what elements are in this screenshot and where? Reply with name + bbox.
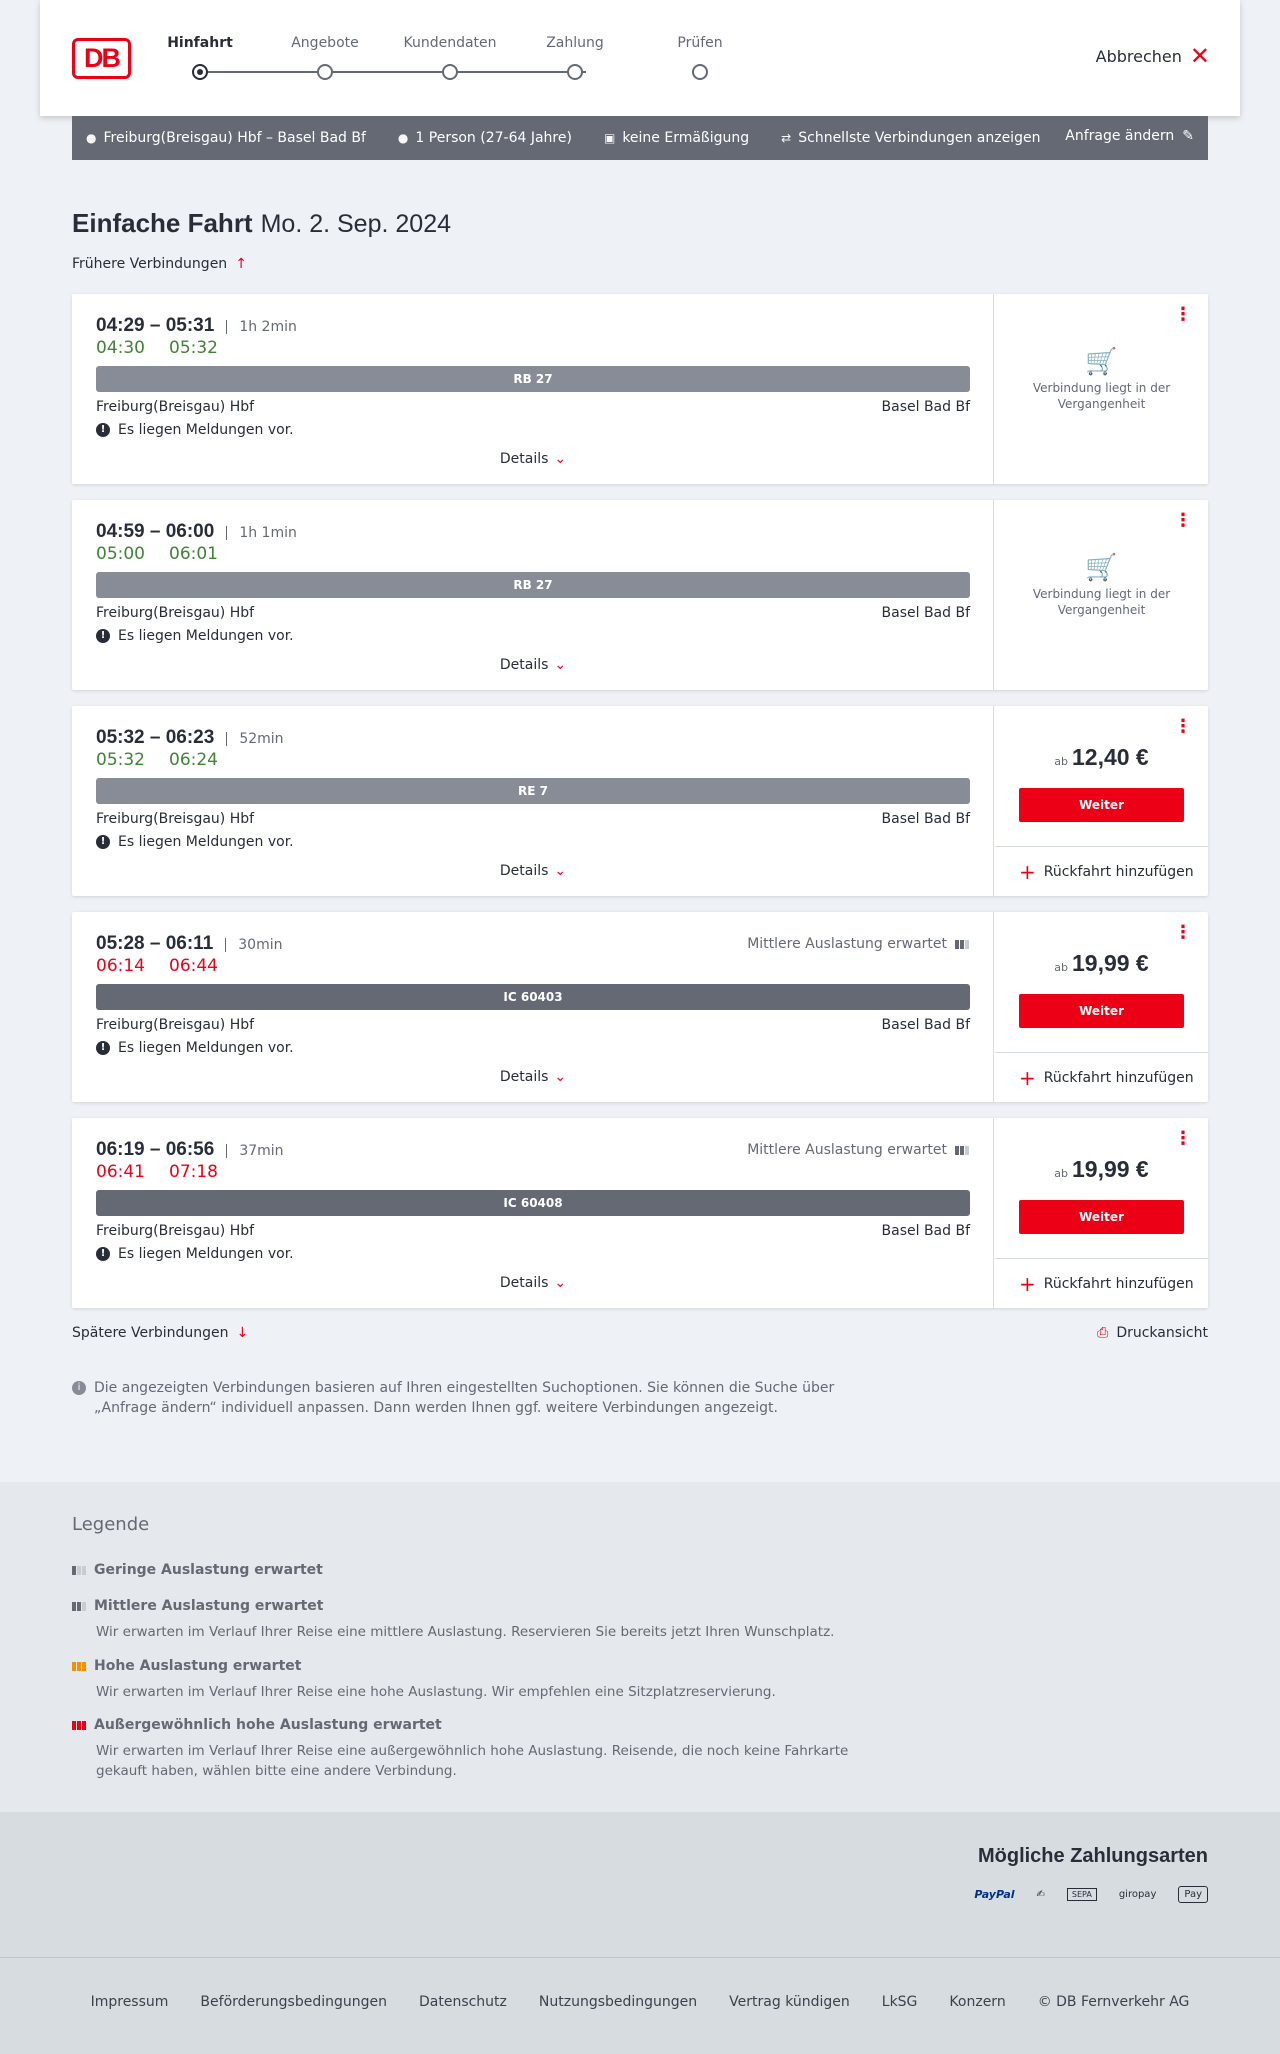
chevron-down-icon: ⌄	[554, 863, 567, 879]
earlier-connections-link[interactable]	[72, 256, 247, 272]
connection-card	[72, 500, 1208, 690]
details-toggle[interactable]	[72, 657, 994, 673]
step-label: Angebote	[291, 35, 359, 51]
planned-times: 04:59 – 06:00	[96, 521, 215, 542]
occupancy-text: Mittlere Auslastung erwartet	[747, 1142, 947, 1158]
details-toggle[interactable]	[72, 863, 994, 879]
connection-card	[72, 706, 1208, 896]
schedule-times	[96, 727, 284, 749]
legend-item-desc: Wir erwarten im Verlauf Ihrer Reise eine mittlere Auslastung. Reservieren Sie bereits jetzt Ihren Wunschplatz.	[96, 1624, 835, 1640]
payment-logos	[974, 1886, 1208, 1903]
price-prefix: ab	[1054, 1167, 1068, 1180]
alert-icon: !	[96, 423, 110, 437]
connection-card	[72, 294, 1208, 484]
connection-card	[72, 912, 1208, 1102]
planned-times: 05:28 – 06:11	[96, 933, 214, 954]
query-fastest-text: Schnellste Verbindungen anzeigen	[798, 130, 1041, 146]
notice	[96, 1040, 294, 1056]
giropay-icon: giropay	[1118, 1889, 1157, 1900]
past-text: Verbindung liegt in der Vergangenheit	[1032, 587, 1171, 617]
query-persons-text: 1 Person (27-64 Jahre)	[415, 130, 572, 146]
schedule-times	[96, 933, 282, 955]
apple-pay-label: Pay	[1184, 1889, 1202, 1900]
printer-icon: ⎙	[1097, 1325, 1109, 1341]
more-options-icon[interactable]: ⋮	[1174, 304, 1192, 325]
price	[995, 744, 1208, 771]
connection-info	[72, 912, 994, 1102]
details-label: Details	[499, 1069, 549, 1085]
add-return-button[interactable]	[995, 1052, 1208, 1102]
alert-icon: !	[96, 835, 110, 849]
price-value: 19,99 €	[1071, 950, 1149, 976]
realtime-times	[96, 956, 218, 976]
page-title	[72, 208, 451, 239]
offer-panel	[995, 1118, 1208, 1308]
cancel-button[interactable]	[1095, 42, 1210, 70]
past-text: Verbindung liegt in der Vergangenheit	[1032, 381, 1171, 411]
past-connection-info	[1015, 553, 1188, 618]
db-logo[interactable]: DB	[72, 38, 131, 79]
stations	[96, 605, 970, 621]
details-label: Details	[499, 863, 549, 879]
notice	[96, 628, 294, 644]
destination-station: Basel Bad Bf	[881, 605, 970, 621]
swap-arrows-icon: ⇄	[781, 131, 792, 145]
notice-text: Es liegen Meldungen vor.	[118, 628, 294, 644]
stations	[96, 811, 970, 827]
realtime-departure: 05:32	[96, 750, 145, 770]
step-dot	[692, 64, 708, 80]
info-icon: i	[72, 1381, 86, 1395]
legend-title: Legende	[72, 1514, 150, 1535]
duration: 1h 1min	[226, 526, 297, 540]
legend-item	[72, 1717, 872, 1781]
train-bar[interactable]: IC 60408	[96, 1190, 970, 1216]
price	[995, 1156, 1208, 1183]
trip-type: Einfache Fahrt	[72, 208, 253, 238]
details-toggle[interactable]	[72, 1069, 994, 1085]
duration: 52min	[226, 732, 283, 746]
more-options-icon[interactable]: ⋮	[1174, 922, 1192, 943]
realtime-times	[96, 544, 218, 564]
sepa-icon: SEPA	[1067, 1888, 1097, 1901]
connection-info	[72, 294, 994, 484]
footer-copyright: © DB Fernverkehr AG	[1037, 1994, 1190, 2010]
details-label: Details	[499, 657, 549, 673]
stations	[96, 399, 970, 415]
query-route	[86, 130, 366, 146]
add-return-label: Rückfahrt hinzufügen	[1043, 1275, 1194, 1292]
destination-station: Basel Bad Bf	[881, 1017, 970, 1033]
chevron-down-icon: ⌄	[554, 657, 567, 673]
header	[40, 0, 1240, 116]
occupancy-medium-icon	[72, 1602, 86, 1611]
step-dot	[442, 64, 458, 80]
occupancy-high-icon	[72, 1662, 86, 1671]
realtime-arrival: 06:01	[169, 544, 218, 564]
more-options-icon[interactable]: ⋮	[1174, 510, 1192, 531]
footer-link-nutzungsbedingungen[interactable]: Nutzungsbedingungen	[538, 1994, 698, 2010]
realtime-arrival: 06:24	[169, 750, 218, 770]
notice	[96, 1246, 294, 1262]
cart-disabled-icon: 🛒	[1085, 347, 1118, 377]
price	[995, 950, 1208, 977]
more-options-icon[interactable]: ⋮	[1174, 1128, 1192, 1149]
price-value: 12,40 €	[1071, 744, 1149, 770]
legend-item-title: Mittlere Auslastung erwartet	[94, 1598, 324, 1614]
step-dot	[192, 64, 208, 80]
legend-section	[0, 1482, 1280, 1812]
later-label: Spätere Verbindungen	[72, 1325, 229, 1341]
person-icon: ●	[397, 131, 409, 145]
earlier-label: Frühere Verbindungen	[72, 256, 228, 272]
cancel-label: Abbrechen	[1095, 46, 1182, 66]
details-toggle[interactable]	[72, 1275, 994, 1291]
notice-text: Es liegen Meldungen vor.	[118, 1040, 294, 1056]
realtime-times	[96, 338, 218, 358]
chevron-down-icon: ⌄	[554, 1275, 567, 1291]
step-hinfahrt[interactable]	[145, 32, 255, 80]
continue-button[interactable]: Weiter	[1019, 1200, 1184, 1234]
location-pin-icon: ●	[86, 131, 97, 145]
legend-item	[72, 1598, 872, 1642]
schedule-times	[96, 315, 297, 337]
train-bar[interactable]: RB 27	[96, 572, 970, 598]
step-label: Zahlung	[546, 35, 604, 51]
duration: 30min	[225, 938, 282, 952]
legend-item	[72, 1658, 872, 1702]
origin-station: Freiburg(Breisgau) Hbf	[96, 1223, 255, 1239]
step-label: Kundendaten	[403, 35, 497, 51]
price-value: 19,99 €	[1071, 1156, 1149, 1182]
schedule-times	[96, 521, 297, 543]
add-return-label: Rückfahrt hinzufügen	[1043, 863, 1194, 880]
print-view-link[interactable]	[1097, 1325, 1208, 1341]
query-discount-text: keine Ermäßigung	[622, 130, 750, 146]
connection-info	[72, 706, 994, 896]
destination-station: Basel Bad Bf	[881, 399, 970, 415]
search-info	[72, 1378, 852, 1418]
legend-item-title: Außergewöhnlich hohe Auslastung erwartet	[94, 1717, 442, 1733]
step-label: Hinfahrt	[167, 35, 233, 51]
continue-button[interactable]: Weiter	[1019, 994, 1184, 1028]
destination-station: Basel Bad Bf	[881, 811, 970, 827]
connection-info	[72, 1118, 994, 1308]
notice-text: Es liegen Meldungen vor.	[118, 422, 294, 438]
add-return-label: Rückfahrt hinzufügen	[1043, 1069, 1194, 1086]
duration: 37min	[226, 1144, 283, 1158]
notice	[96, 422, 294, 438]
later-connections-link[interactable]	[72, 1325, 248, 1341]
footer-link-befoerderungsbedingungen[interactable]: Beförderungsbedingungen	[200, 1994, 387, 2010]
step-dot	[567, 64, 583, 80]
alert-icon: !	[96, 629, 110, 643]
details-label: Details	[499, 451, 549, 467]
plus-icon: +	[1019, 859, 1036, 884]
cart-disabled-icon: 🛒	[1085, 553, 1118, 583]
footer-link-vertrag-kuendigen[interactable]: Vertrag kündigen	[729, 1994, 850, 2010]
footer	[0, 1957, 1280, 2054]
past-connection-info	[1015, 347, 1188, 412]
occupancy-medium-icon	[955, 940, 969, 949]
query-route-text: Freiburg(Breisgau) Hbf – Basel Bad Bf	[103, 130, 366, 146]
occupancy-text: Mittlere Auslastung erwartet	[747, 936, 947, 952]
origin-station: Freiburg(Breisgau) Hbf	[96, 1017, 255, 1033]
destination-station: Basel Bad Bf	[881, 1223, 970, 1239]
details-label: Details	[499, 1275, 549, 1291]
realtime-arrival: 06:44	[169, 956, 218, 976]
legend-item-desc: Wir erwarten im Verlauf Ihrer Reise eine außergewöhnlich hohe Auslastung. Reisende, die noch keine Fahrkarte gekauft haben, wählen bitte eine andere Verbindung.	[96, 1743, 849, 1779]
more-options-icon[interactable]: ⋮	[1174, 716, 1192, 737]
train-bar[interactable]: RE 7	[96, 778, 970, 804]
payment-methods	[0, 1812, 1280, 1957]
legend-item-desc: Wir erwarten im Verlauf Ihrer Reise eine hohe Auslastung. Wir empfehlen eine Sitzplatzreservierung.	[96, 1684, 776, 1700]
step-kundendaten[interactable]	[395, 32, 505, 80]
realtime-arrival: 05:32	[169, 338, 218, 358]
footer-link-impressum[interactable]: Impressum	[90, 1994, 169, 2010]
paypal-icon: PayPal	[974, 1888, 1015, 1901]
origin-station: Freiburg(Breisgau) Hbf	[96, 811, 255, 827]
duration: 1h 2min	[226, 320, 297, 334]
occupancy-medium-icon	[955, 1146, 969, 1155]
footer-link-datenschutz[interactable]: Datenschutz	[418, 1994, 507, 2010]
realtime-departure: 06:41	[96, 1162, 145, 1182]
query-discount	[604, 130, 749, 146]
connection-info	[72, 500, 994, 690]
change-request-label: Anfrage ändern	[1065, 128, 1175, 144]
footer-link-lksg[interactable]: LkSG	[881, 1994, 918, 2010]
step-angebote[interactable]	[270, 32, 380, 80]
offer-panel	[995, 912, 1208, 1102]
step-zahlung[interactable]	[520, 32, 630, 80]
step-dot	[317, 64, 333, 80]
info-text: Die angezeigten Verbindungen basieren auf Ihren eingestellten Suchoptionen. Sie können die Suche über „Anfrage ändern“ individuell anpassen. Dann werden Ihnen ggf. weitere Verbindungen angezeigt.	[94, 1380, 835, 1416]
planned-times: 04:29 – 05:31	[96, 315, 215, 336]
offer-panel	[995, 294, 1208, 484]
query-fastest	[781, 130, 1040, 146]
footer-links	[0, 1994, 1280, 2010]
pencil-icon: ✎	[1182, 128, 1194, 144]
realtime-times	[96, 750, 218, 770]
query-persons	[398, 130, 572, 146]
alert-icon: !	[96, 1041, 110, 1055]
realtime-departure: 04:30	[96, 338, 145, 358]
occupancy-indicator	[747, 936, 969, 952]
notice-text: Es liegen Meldungen vor.	[118, 1246, 294, 1262]
arrow-up-icon: ↑	[235, 256, 247, 272]
realtime-arrival: 07:18	[169, 1162, 218, 1182]
query-summary-bar	[72, 116, 1208, 160]
details-toggle[interactable]	[72, 451, 994, 467]
offer-panel	[995, 500, 1208, 690]
stations	[96, 1223, 970, 1239]
price-prefix: ab	[1054, 755, 1068, 768]
realtime-departure: 05:00	[96, 544, 145, 564]
legend-item-title: Geringe Auslastung erwartet	[94, 1562, 323, 1578]
close-icon: ✕	[1189, 42, 1210, 70]
chevron-down-icon: ⌄	[554, 1069, 567, 1085]
signature-icon: ✍	[1036, 1889, 1045, 1900]
notice-text: Es liegen Meldungen vor.	[118, 834, 294, 850]
continue-button[interactable]: Weiter	[1019, 788, 1184, 822]
offer-panel	[995, 706, 1208, 896]
legend-item-title: Hohe Auslastung erwartet	[94, 1658, 302, 1674]
add-return-button[interactable]	[995, 1258, 1208, 1308]
step-pruefen[interactable]	[645, 32, 755, 80]
plus-icon: +	[1019, 1271, 1036, 1296]
origin-station: Freiburg(Breisgau) Hbf	[96, 605, 255, 621]
chevron-down-icon: ⌄	[554, 451, 567, 467]
train-bar[interactable]: IC 60403	[96, 984, 970, 1010]
realtime-times	[96, 1162, 218, 1182]
legend-item	[72, 1562, 872, 1578]
planned-times: 06:19 – 06:56	[96, 1139, 215, 1160]
plus-icon: +	[1019, 1065, 1036, 1090]
occupancy-very-high-icon	[72, 1721, 86, 1730]
schedule-times	[96, 1139, 284, 1161]
add-return-button[interactable]	[995, 846, 1208, 896]
change-request-button[interactable]	[1065, 128, 1194, 144]
price-prefix: ab	[1054, 961, 1068, 974]
trip-date: Mo. 2. Sep. 2024	[260, 210, 451, 238]
arrow-down-icon: ↓	[236, 1325, 249, 1341]
bahncard-icon: ▣	[603, 131, 616, 145]
apple-pay-icon	[1178, 1886, 1208, 1903]
connection-card	[72, 1118, 1208, 1308]
occupancy-indicator	[747, 1142, 969, 1158]
alert-icon: !	[96, 1247, 110, 1261]
step-label: Prüfen	[677, 35, 723, 51]
origin-station: Freiburg(Breisgau) Hbf	[96, 399, 255, 415]
train-bar[interactable]: RB 27	[96, 366, 970, 392]
payment-title: Mögliche Zahlungsarten	[977, 1845, 1208, 1867]
stations	[96, 1017, 970, 1033]
notice	[96, 834, 294, 850]
booking-stepper	[167, 32, 723, 92]
footer-link-konzern[interactable]: Konzern	[949, 1994, 1006, 2010]
realtime-departure: 06:14	[96, 956, 145, 976]
occupancy-low-icon	[72, 1566, 86, 1575]
planned-times: 05:32 – 06:23	[96, 727, 215, 748]
print-label: Druckansicht	[1116, 1325, 1208, 1341]
